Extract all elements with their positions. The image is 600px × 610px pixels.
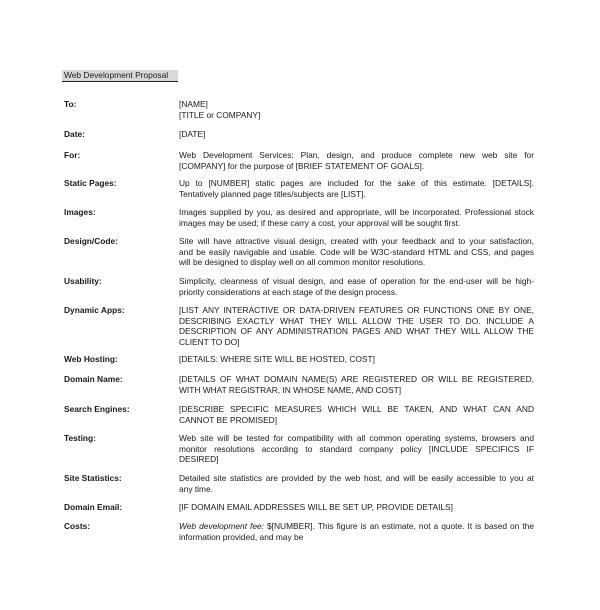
- field-value: Up to [NUMBER] static pages are included for the sake of this estimate. [DETAILS]. Tentatively planned page titles/subjects are [LIST].: [179, 178, 534, 199]
- field-label: Site Statistics:: [64, 473, 122, 483]
- field-label: For:: [64, 150, 81, 160]
- field-value: Images supplied by you, as desired and appropriate, will be incorporated. Professional stock images may be used; if these carry a cost, your approval will be sought first.: [179, 207, 534, 228]
- costs-fee-label: Web development fee:: [179, 521, 264, 531]
- field-value: [DATE]: [179, 129, 206, 139]
- field-value: Simplicity, cleanness of visual design, and ease of operation for the end-user will be high- priority considerations at each stage of the design process.: [179, 276, 534, 297]
- field-label: Design/Code:: [64, 236, 118, 246]
- field-label: Date:: [64, 129, 85, 139]
- field-value: [NAME] [TITLE or COMPANY]: [179, 99, 261, 120]
- field-label: Domain Name:: [64, 374, 123, 384]
- field-label: To:: [64, 99, 77, 109]
- field-label: Testing:: [64, 433, 96, 443]
- field-value: [IF DOMAIN EMAIL ADDRESSES WILL BE SET UP, PROVIDE DETAILS]: [179, 502, 453, 512]
- field-label: Web Hosting:: [64, 354, 118, 364]
- field-value: [DESCRIBE SPECIFIC MEASURES WHICH WILL BE TAKEN, AND WHAT CAN AND CANNOT BE PROMISED]: [179, 404, 534, 425]
- field-value: [DETAILS: WHERE SITE WILL BE HOSTED, COST]: [179, 354, 375, 364]
- field-label: Usability:: [64, 276, 102, 286]
- field-label: Images:: [64, 207, 96, 217]
- field-value: Web development fee: $[NUMBER]. This figure is an estimate, not a quote. It is based on the information provided, and may be: [179, 521, 534, 542]
- field-label: Static Pages:: [64, 178, 117, 188]
- field-value: Web Development Services: Plan, design, and produce complete new web site for [COMPANY] for the purpose of [BRIEF STATEMENT OF GOALS].: [179, 150, 534, 171]
- field-value: Site will have attractive visual design, created with your feedback and to your satisfaction, and be easily navigable and usable. Code will be W3C-standard HTML and CSS, and pages will be designed to display well on all common monitor resolutions.: [179, 236, 534, 268]
- field-label: Dynamic Apps:: [64, 305, 125, 315]
- field-label: Domain Email:: [64, 502, 123, 512]
- page-title: Web Development Proposal: [62, 70, 178, 82]
- field-value: [LIST ANY INTERACTIVE OR DATA-DRIVEN FEATURES OR FUNCTIONS ONE BY ONE, DESCRIBING EXACTLY WHAT THEY WILL ALLOW THE USER TO DO. INCLUDE A DESCRIPTION OF ANY ADMINISTRATION PAGES AND WHAT THEY WILL ALLOW THE CLIENT TO DO]: [179, 305, 534, 347]
- field-label: Costs:: [64, 521, 91, 531]
- field-value: Detailed site statistics are provided by the web host, and will be easily accessible to you at any time.: [179, 473, 534, 494]
- field-label: Search Engines:: [64, 404, 130, 414]
- field-value: Web site will be tested for compatibility with all common operating systems, browsers and monitor resolutions according to standard company policy [INCLUDE SPECIFICS IF DESIRED]: [179, 433, 534, 465]
- field-value: [DETAILS OF WHAT DOMAIN NAME(S) ARE REGISTERED OR WILL BE REGISTERED, WITH WHAT REGISTRAR, IN WHOSE NAME, AND COST]: [179, 374, 534, 395]
